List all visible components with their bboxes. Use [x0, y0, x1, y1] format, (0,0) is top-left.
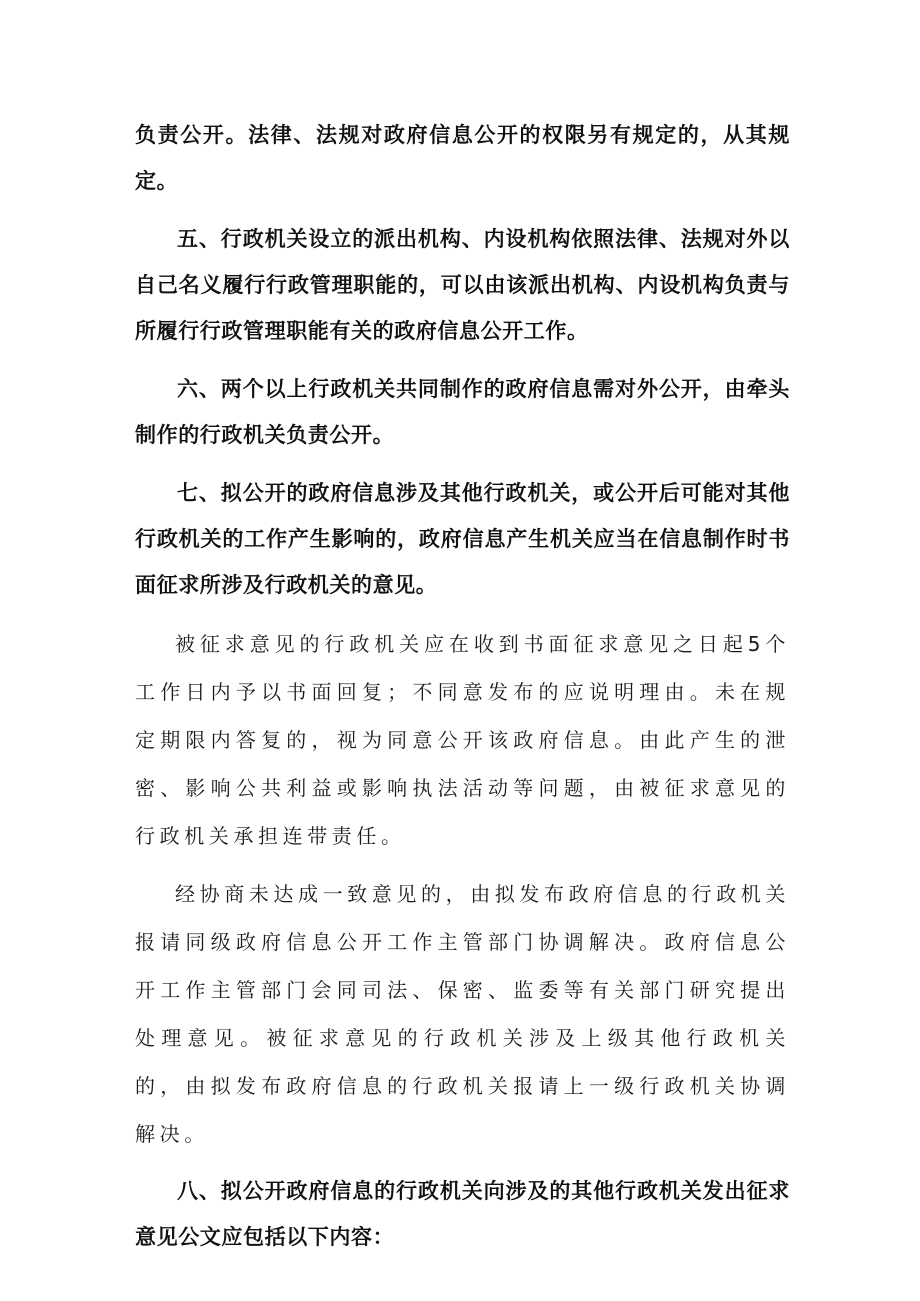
paragraph-coordination: 经协商未达成一致意见的，由拟发布政府信息的行政机关报请同级政府信息公开工作主管部门协调解决。政府信息公开工作主管部门会同司法、保密、监委等有关部门研究提出处理意见。被征求意见的行政机关涉及上级其他行政机关的，由拟发布政府信息的行政机关报请上一级行政机关协调解决。 — [135, 882, 790, 1146]
paragraph-continuation: 负责公开。法律、法规对政府信息公开的权限另有规定的，从其规定。 — [135, 123, 790, 193]
paragraph-item-8: 八、拟公开政府信息的行政机关向涉及的其他行政机关发出征求意见公文应包括以下内容： — [135, 1179, 790, 1249]
paragraph-item-6: 六、两个以上行政机关共同制作的政府信息需对外公开，由牵头制作的行政机关负责公开。 — [135, 377, 790, 447]
paragraph-reply-deadline: 被征求意见的行政机关应在收到书面征求意见之日起5个工作日内予以书面回复；不同意发布的应说明理由。未在规定期限内答复的，视为同意公开该政府信息。由此产生的泄密、影响公共利益或影响执法活动等问题，由被征求意见的行政机关承担连带责任。 — [135, 632, 790, 848]
paragraph-item-7: 七、拟公开的政府信息涉及其他行政机关，或公开后可能对其他行政机关的工作产生影响的，政府信息产生机关应当在信息制作时书面征求所涉及行政机关的意见。 — [135, 481, 790, 597]
paragraph-item-5: 五、行政机关设立的派出机构、内设机构依照法律、法规对外以自己名义履行行政管理职能的，可以由该派出机构、内设机构负责与所履行行政管理职能有关的政府信息公开工作。 — [135, 227, 790, 343]
document-body — [135, 112, 790, 1260]
